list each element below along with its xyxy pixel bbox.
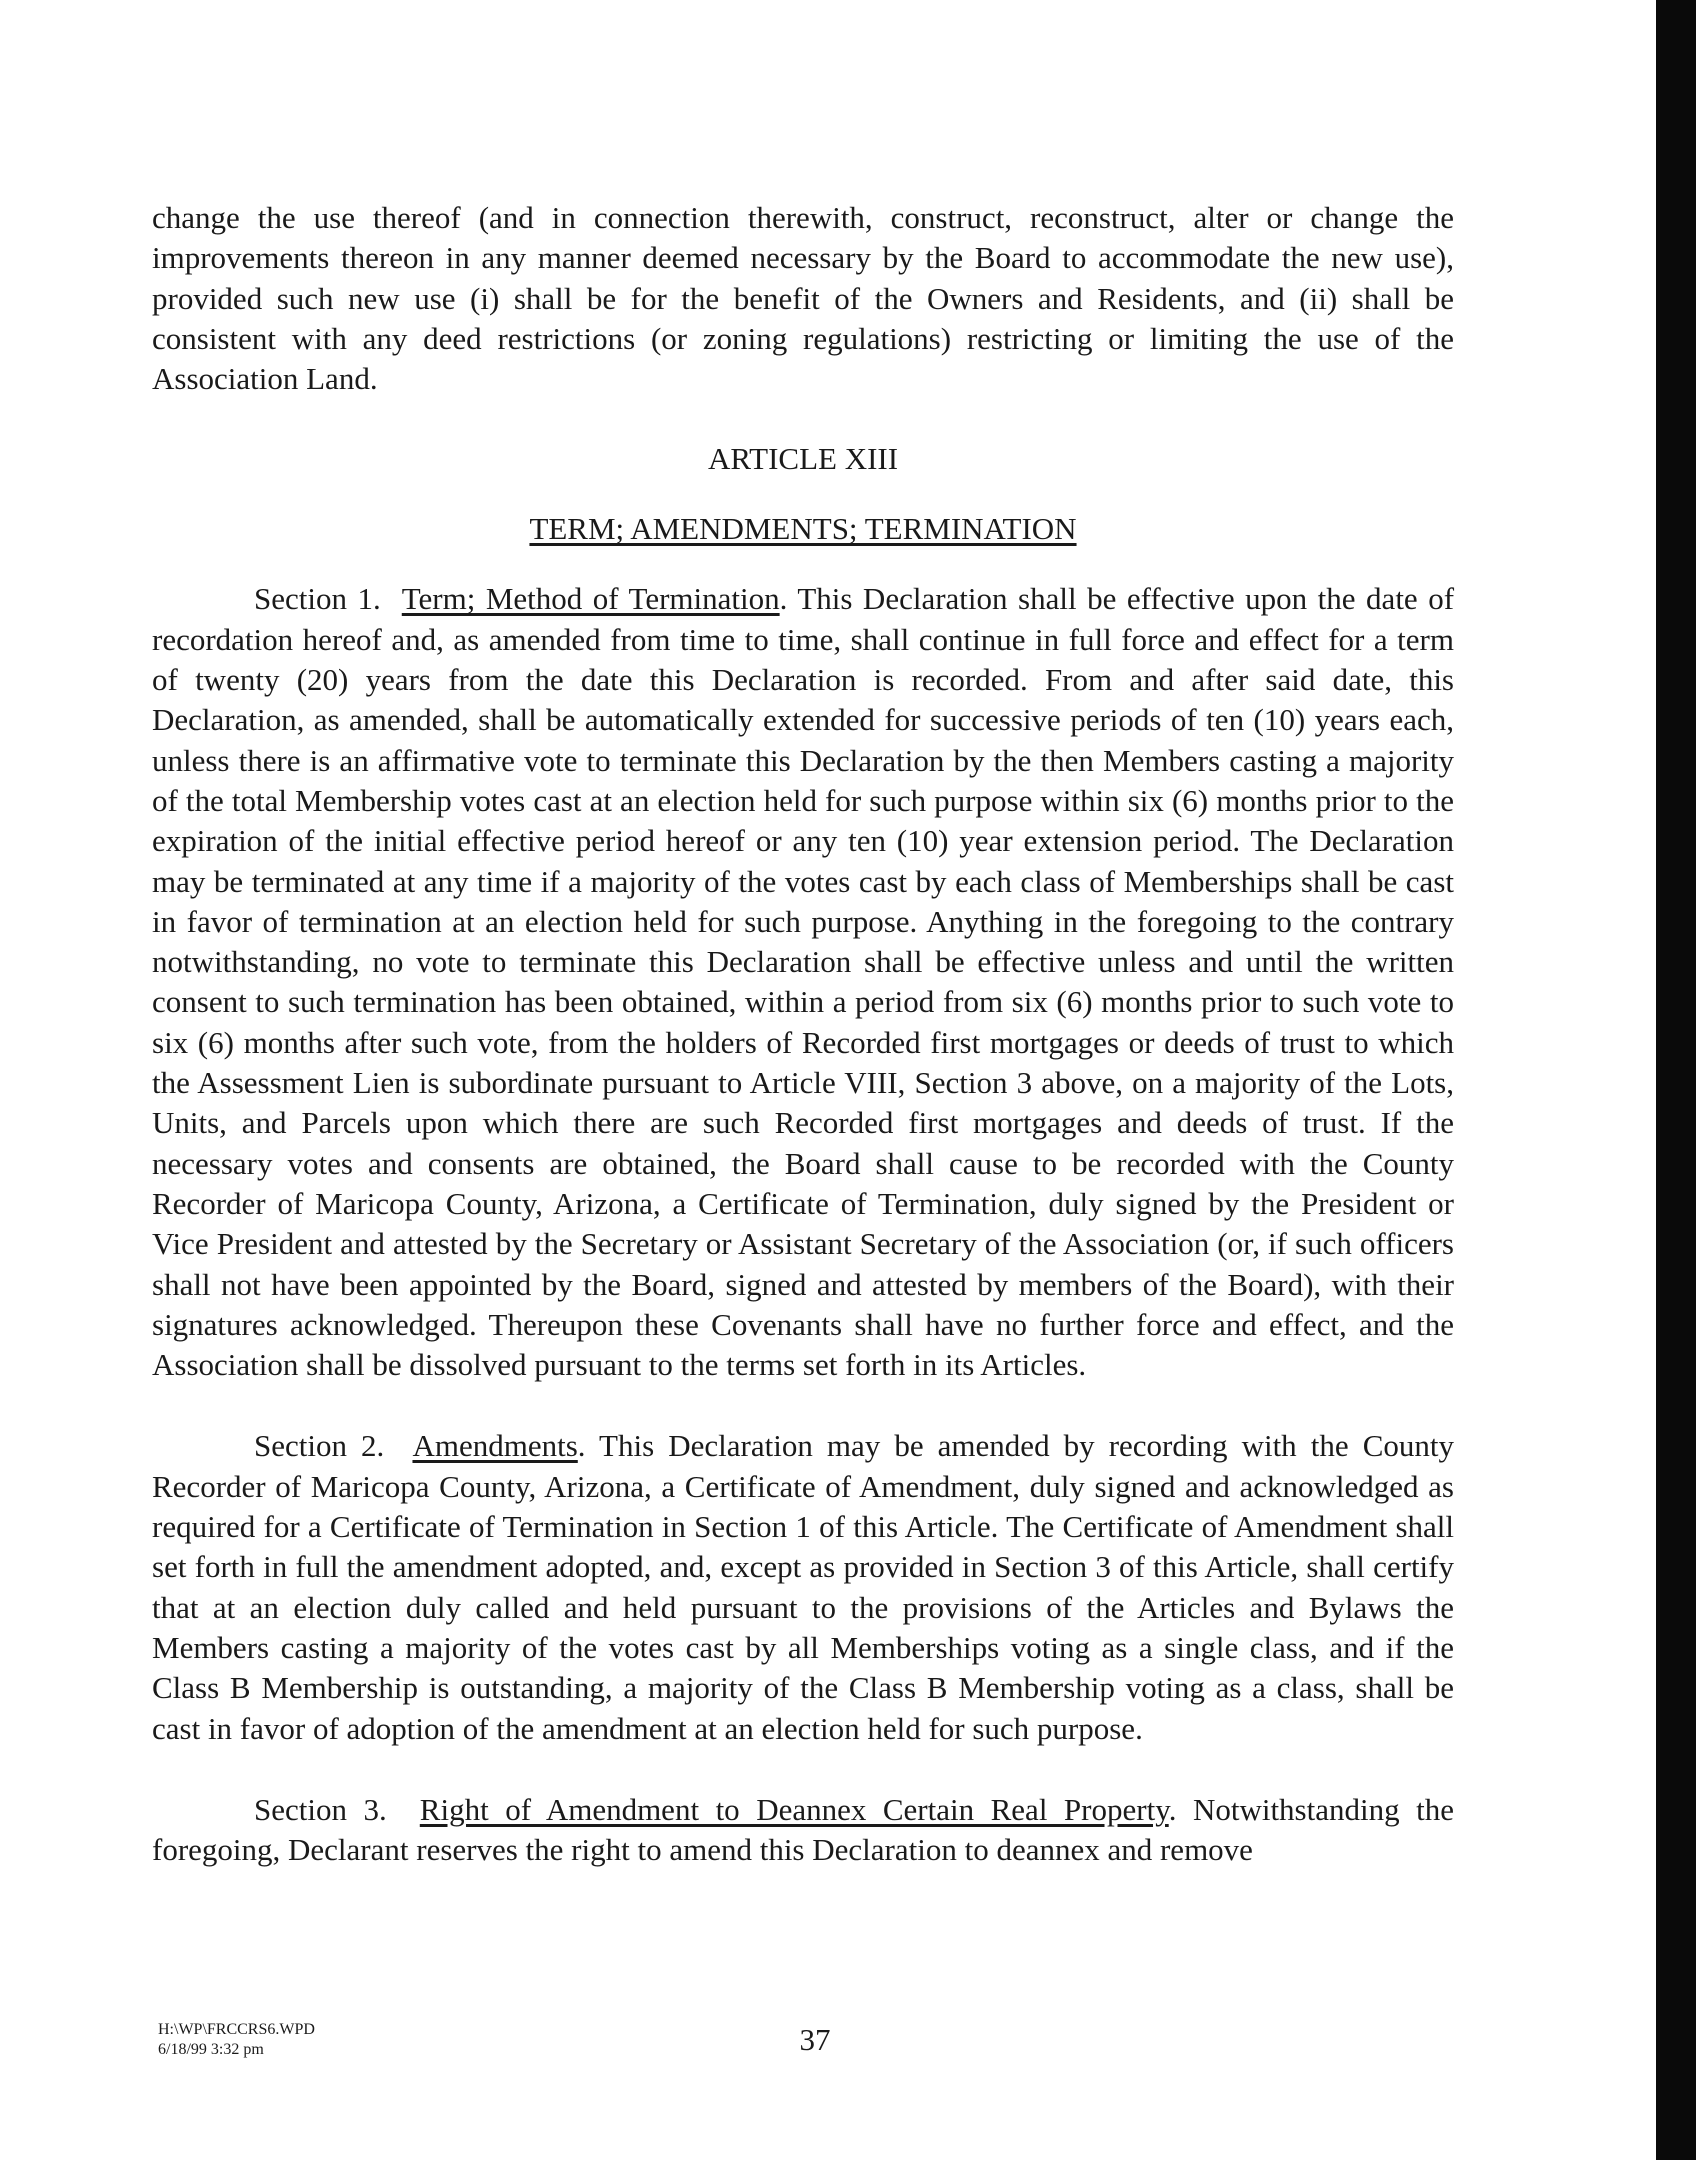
article-number: ARTICLE XIII xyxy=(707,441,899,477)
section-1-label: Section 1. xyxy=(254,581,381,617)
section-2-body: . This Declaration may be amended by recording with the County Recorder of Maricopa County, Arizona, a Certificate of Amendment, duly signed and acknowledged as required for a Certificate of Termination in Section 1 of this Article. The Certificate of Amendment shall set forth in full the amendment adopted, and, except as provided in Section 3 of this Article, shall certify that at an election duly called and held pursuant to the provisions of the Articles and Bylaws the Members casting a majority of the votes cast by all Memberships voting as a single class, and if the Class B Membership is outstanding, a majority of the Class B Membership voting as a class, shall be cast in favor of adoption of the amendment at an election held for such purpose. xyxy=(152,1428,1454,1746)
section-1-paragraph xyxy=(152,579,1454,1385)
section-2-heading: Amendments xyxy=(412,1428,578,1464)
section-3-paragraph xyxy=(152,1790,1454,1871)
section-1-heading: Term; Method of Termination xyxy=(401,581,780,617)
section-3-body: . Notwithstanding the foregoing, Declarant reserves the right to amend this Declaration to deannex and remove xyxy=(152,1791,1454,1868)
article-title: TERM; AMENDMENTS; TERMINATION xyxy=(529,511,1077,547)
page-number: 37 xyxy=(799,2022,831,2057)
footer-file-date: 6/18/99 3:32 pm xyxy=(158,2041,264,2058)
section-3-heading: Right of Amendment to Deannex Certain Real Property xyxy=(419,1791,1169,1827)
document-page xyxy=(152,198,1454,1870)
section-1-body: . This Declaration shall be effective upon the date of recordation hereof and, as amended from time to time, shall continue in full force and effect for a term of twenty (20) years from the date this Declaration is recorded. From and after said date, this Declaration, as amended, shall be automatically extended for successive periods of ten (10) years each, unless there is an affirmative vote to terminate this Declaration by the then Members casting a majority of the total Membership votes cast at an election held for such purpose within six (6) months prior to the expiration of the initial effective period hereof or any ten (10) year extension period. The Declaration may be terminated at any time if a majority of the votes cast by each class of Memberships shall be cast in favor of termination at an election held for such purpose. Anything in the foregoing to the contrary notwithstanding, no vote to terminate this Declaration shall be effective unless and until the written consent to such termination has been obtained, within a period from six (6) months prior to such vote to six (6) months after such vote, from the holders of Recorded first mortgages or deeds of trust to which the Assessment Lien is subordinate pursuant to Article VIII, Section 3 above, on a majority of the Lots, Units, and Parcels upon which there are such Recorded first mortgages and deeds of trust. If the necessary votes and consents are obtained, the Board shall cause to be recorded with the County Recorder of Maricopa County, Arizona, a Certificate of Termination, duly signed by the President or Vice President and attested by the Secretary or Assistant Secretary of the Association (or, if such officers shall not have been appointed by the Board, signed and attested by members of the Board), with their signatures acknowledged. Thereupon these Covenants shall have no further force and effect, and the Association shall be dissolved pursuant to the terms set forth in its Articles. xyxy=(152,581,1455,1383)
section-3-label: Section 3. xyxy=(254,1791,387,1827)
footer-file-path: H:\WP\FRCCRS6.WPD xyxy=(158,2021,315,2038)
section-2-paragraph xyxy=(152,1426,1454,1748)
section-2-label: Section 2. xyxy=(254,1428,385,1464)
article-title-line xyxy=(152,509,1454,549)
intro-paragraph: change the use thereof (and in connection therewith, construct, reconstruct, alter or change the improvements thereon in any manner deemed necessary by the Board to accommodate the new use), provided such new use (i) shall be for the benefit of the Owners and Residents, and (ii) shall be consistent with any deed restrictions (or zoning regulations) restricting or limiting the use of the Association Land. xyxy=(152,200,1454,397)
scan-edge-border xyxy=(1656,0,1696,2160)
